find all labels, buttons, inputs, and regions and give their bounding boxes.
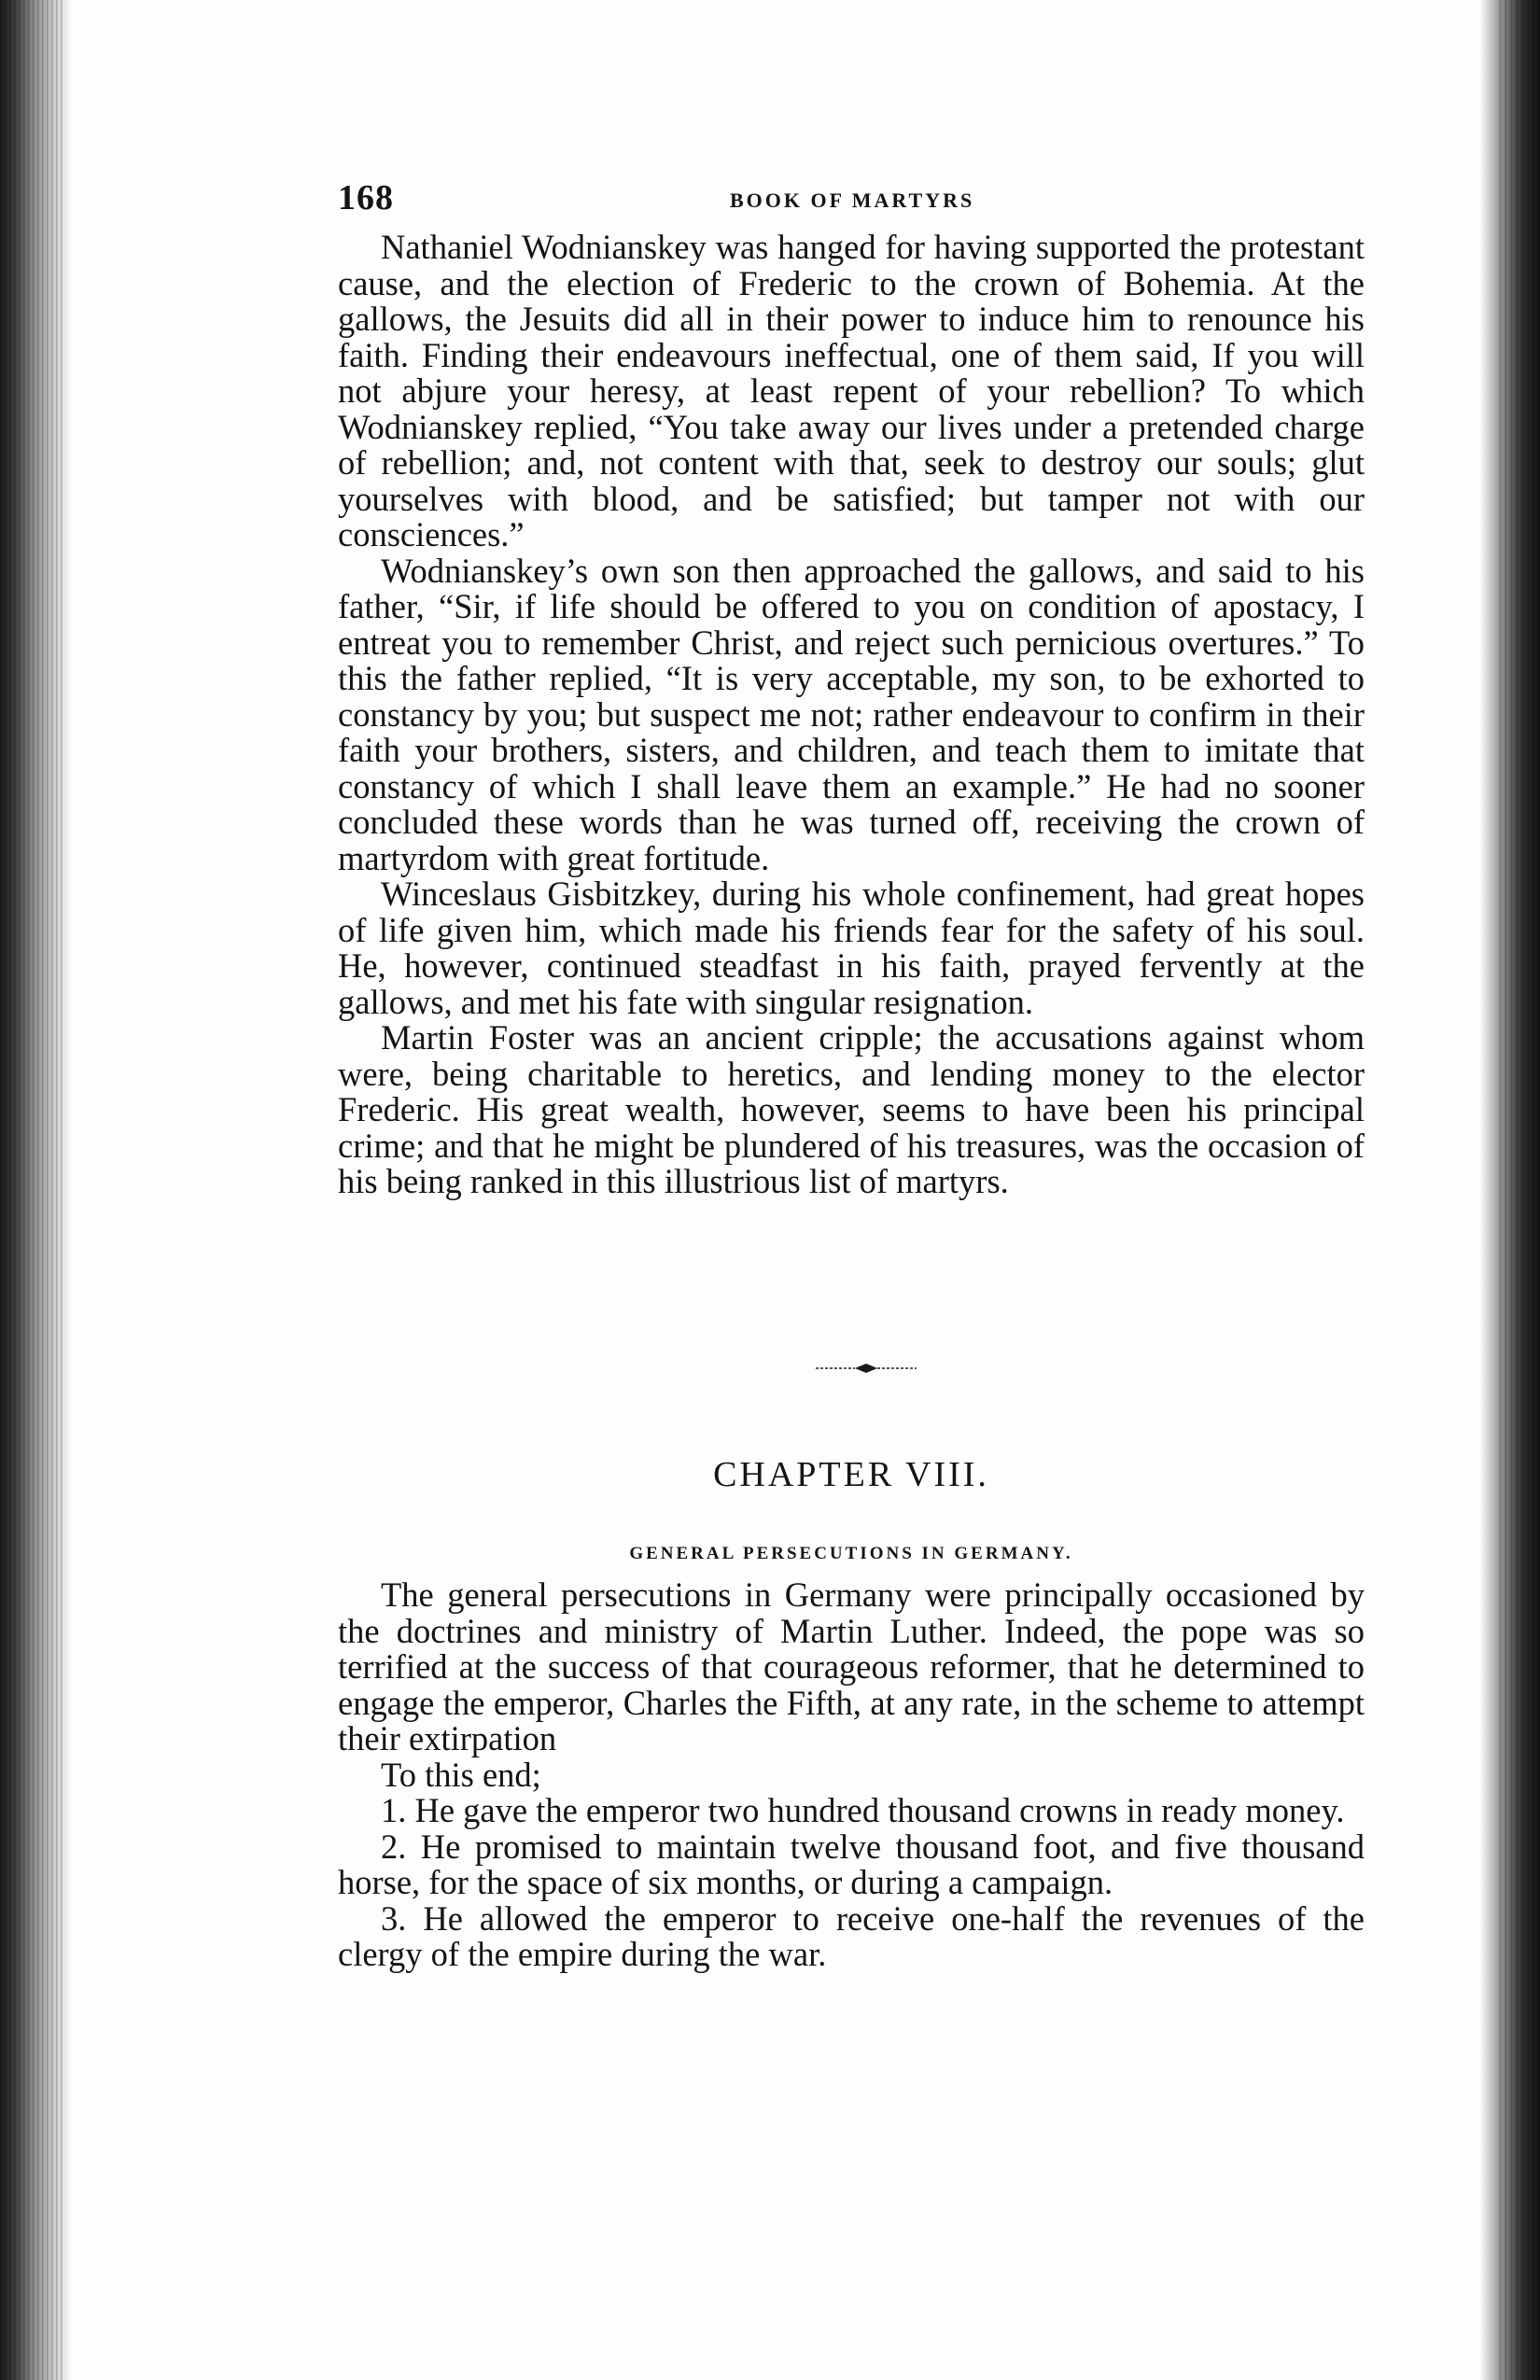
body-text-top bbox=[338, 230, 1365, 1200]
page-header bbox=[338, 177, 1374, 224]
list-item-crowns: 1. He gave the emperor two hundred thousand crowns in ready money. bbox=[381, 1791, 1345, 1829]
paragraph-foster: Martin Foster was an ancient cripple; the accusations against whom were, being charitable to heretics, and lending money to the elector Frederic. His great wealth, however, seems to have been his principal crime; and that he might be plundered of his treasures, was the occasion of his being ranked in this illustrious list of martyrs. bbox=[338, 1018, 1365, 1200]
body-text-chapter bbox=[338, 1577, 1365, 1973]
list-item-foot-and-horse: 2. He promised to maintain twelve thousand foot, and five thousand horse, for the space of six months, or during a campaign. bbox=[338, 1827, 1365, 1901]
chapter-title: CHAPTER VIII. bbox=[713, 1455, 989, 1494]
chapter-subtitle: GENERAL PERSECUTIONS IN GERMANY. bbox=[629, 1544, 1073, 1563]
running-head: BOOK OF MARTYRS bbox=[730, 189, 975, 212]
paragraph-general-persecutions: The general persecutions in Germany were principally occasioned by the doctrines and ministry of Martin Luther. Indeed, the pope was so terrified at the success of that courageous reformer, that he determined to engage the emperor, Charles the Fifth, at any rate, in the scheme to attempt their extirpation bbox=[338, 1575, 1365, 1757]
list-item-revenues: 3. He allowed the emperor to receive one-half the revenues of the clergy of the empire during the war. bbox=[338, 1898, 1365, 1973]
page-edge-texture bbox=[1499, 0, 1540, 2380]
page-number: 168 bbox=[338, 178, 394, 217]
paragraph-gisbitzkey: Winceslaus Gisbitzkey, during his whole confinement, had great hopes of life given him, which made his friends fear for the safety of his soul. He, however, continued steadfast in his faith, prayed fervently at the gallows, and met his fate with singular resignation. bbox=[338, 875, 1365, 1021]
binding-gutter-texture bbox=[0, 0, 65, 2380]
paragraph-wodnianskey-son: Wodnianskey’s own son then approached the gallows, and said to his father, “Sir, if life should be offered to you on condition of apostacy, I entreat you to remember Christ, and reject such pernicious overtures.” To this the father replied, “It is very acceptable, my son, to be exhorted to constancy by you; but suspect me not; rather endeavour to confirm in their faith your brothers, sisters, and children, and teach them to imitate that constancy of which I shall leave them an example.” He had no sooner concluded these words than he was turned off, receiving the crown of martyrdom with great fortitude. bbox=[338, 551, 1365, 877]
paragraph-to-this-end: To this end; bbox=[381, 1755, 541, 1794]
paragraph-wodnianskey: Nathaniel Wodnianskey was hanged for having supported the protestant cause, and the election of Frederic to the crown of Bohemia. At the gallows, the Jesuits did all in their power to induce him to renounce his faith. Finding their endeavours ineffectual, one of them said, If you will not abjure your heresy, at least repent of your rebellion? To which Wodnianskey replied, “You take away our lives under a pretended charge of rebellion; and, not content with that, seek to destroy our souls; glut yourselves with blood, and be satisfied; but tamper not with our consciences.” bbox=[338, 228, 1365, 553]
section-divider-ornament bbox=[814, 1361, 918, 1376]
